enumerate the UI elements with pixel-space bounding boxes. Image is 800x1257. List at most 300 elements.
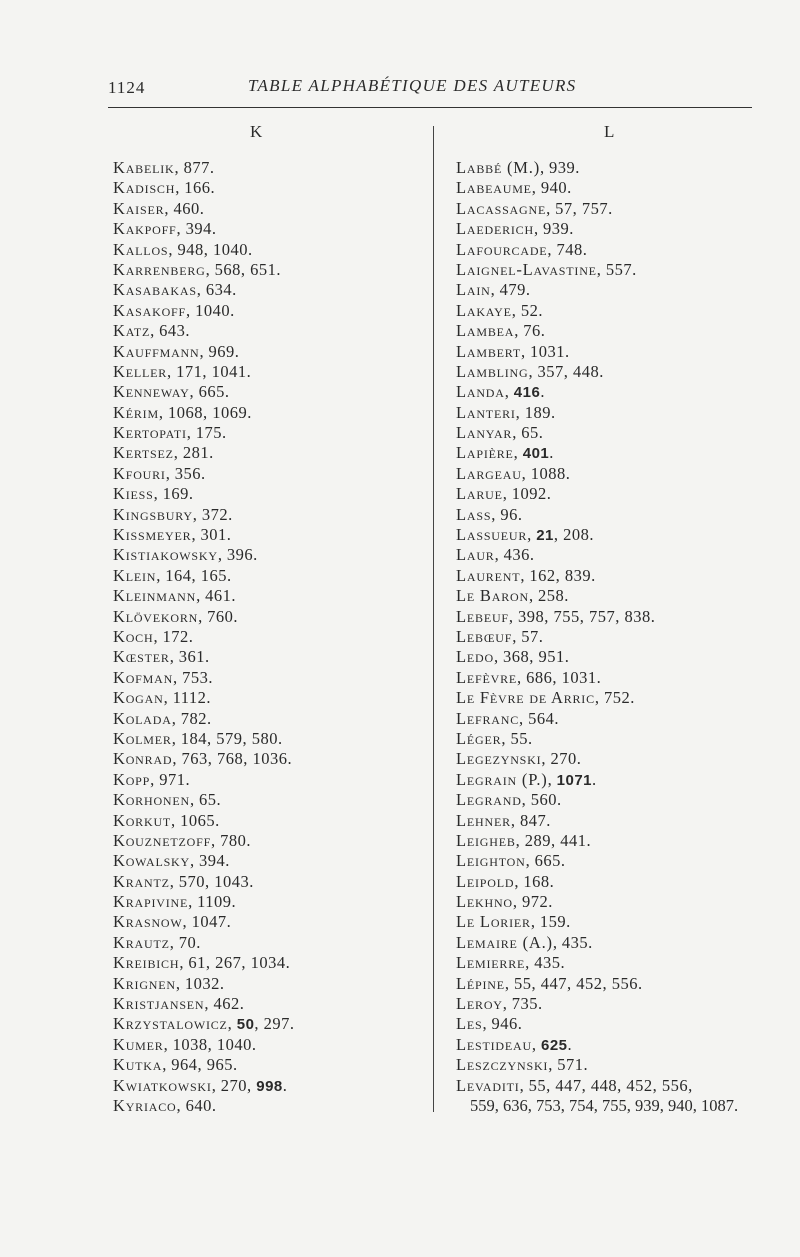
page-refs-text: 169. — [162, 484, 194, 504]
page-refs — [186, 1096, 217, 1115]
author-name: Kabelik, — [113, 158, 180, 177]
author-name: Kolmer, — [113, 728, 177, 748]
author-name: Katz, — [113, 321, 156, 341]
page-refs-text: 939. — [543, 219, 574, 239]
page-refs-text: 877. — [183, 158, 215, 177]
page-refs — [522, 892, 553, 911]
author-name: Laur, — [456, 545, 500, 565]
author-name: Leipold, — [456, 871, 520, 891]
author-name: Lanyar, — [456, 423, 518, 443]
index-entry — [113, 423, 423, 443]
index-entry — [456, 545, 786, 565]
author-name: Kissmeyer, — [113, 525, 197, 545]
page-refs-after: . — [592, 769, 597, 789]
author-name: Kistiakowsky, — [113, 545, 223, 565]
page-refs-text: 301. — [200, 525, 232, 545]
page-refs-text: 164, 165. — [165, 565, 232, 585]
page-refs — [159, 770, 190, 789]
page-refs-text: 665. — [534, 851, 566, 871]
index-entry — [113, 831, 423, 851]
index-entry — [113, 607, 423, 627]
running-head — [108, 76, 752, 104]
page-refs — [202, 505, 233, 524]
index-entry — [113, 301, 423, 321]
page-refs-text: 1031. — [530, 341, 570, 361]
page-refs — [525, 403, 556, 422]
author-name: Krzystalowicz, — [113, 1014, 233, 1034]
author-name: Kristjansen, — [113, 994, 210, 1014]
index-entry — [113, 382, 423, 402]
page-refs-text: 361. — [178, 647, 210, 667]
index-entry — [113, 219, 423, 239]
index-entry — [113, 647, 423, 667]
author-name: Lebœuf, — [456, 626, 518, 646]
page-refs-text: 65. — [199, 790, 222, 810]
page-refs-text: 971. — [159, 769, 191, 789]
author-name: Kopp, — [113, 769, 156, 789]
author-name: Lanteri, — [456, 402, 521, 422]
index-entry — [456, 953, 786, 973]
page-refs — [163, 484, 194, 503]
page-refs-text: 462. — [213, 994, 245, 1014]
author-name: Legrand, — [456, 790, 527, 810]
author-name: Kertopati, — [113, 423, 192, 443]
page-refs — [159, 321, 190, 340]
author-name: Lehner, — [456, 810, 516, 830]
index-entry — [456, 566, 786, 586]
page-refs — [521, 301, 543, 320]
page-refs-text: 735. — [511, 994, 543, 1014]
index-entry — [113, 790, 423, 810]
author-name: Kérim, — [113, 402, 164, 422]
page-refs — [195, 301, 235, 320]
page-refs — [237, 1014, 295, 1033]
page-refs-text: 398, 755, 757, 838. — [517, 606, 656, 626]
index-entry — [113, 749, 423, 769]
author-name: Kowalsky, — [113, 851, 195, 871]
page-refs-text: 372. — [201, 504, 233, 524]
page-refs — [205, 586, 236, 605]
page-refs-text: 435. — [534, 953, 566, 973]
author-name: Lépine, — [456, 973, 510, 993]
index-entry — [456, 607, 786, 627]
index-entry — [456, 158, 786, 178]
index-entry — [456, 872, 786, 892]
index-entry — [456, 403, 786, 423]
index-entry — [113, 1014, 423, 1034]
page-refs-text: 1112. — [172, 688, 212, 708]
page-refs-text: 172. — [162, 626, 194, 646]
page-refs — [512, 994, 543, 1013]
index-entry — [456, 729, 786, 749]
index-entry — [113, 260, 423, 280]
index-entry — [456, 260, 786, 280]
index-entry — [456, 688, 786, 708]
page-refs-text: 368, 951. — [503, 647, 570, 667]
page-refs-text: 57. — [521, 626, 544, 646]
page-refs-after: . — [540, 382, 545, 402]
index-entry — [113, 709, 423, 729]
author-name: Lebeuf, — [456, 606, 514, 626]
page-refs-after: . — [567, 1034, 573, 1054]
index-entry — [113, 566, 423, 586]
author-column-k — [113, 158, 423, 1116]
index-entry — [456, 811, 786, 831]
index-entry — [456, 505, 786, 525]
page-refs — [227, 545, 258, 564]
page-refs — [181, 749, 292, 768]
index-entry — [113, 912, 423, 932]
index-entry — [456, 974, 786, 994]
index-entry — [456, 831, 786, 851]
index-entry — [113, 1096, 423, 1116]
index-entry — [456, 342, 786, 362]
page-refs — [206, 280, 237, 299]
page-refs — [173, 688, 211, 707]
author-name: Krautz, — [113, 932, 175, 952]
page-refs-text: 57, 757. — [555, 198, 613, 218]
author-name: Labeaume, — [456, 178, 537, 198]
index-entry — [113, 464, 423, 484]
page-refs-text: 168. — [523, 871, 555, 891]
section-letter-k: K — [250, 122, 264, 141]
index-entry — [456, 525, 786, 545]
index-entry — [113, 994, 423, 1014]
page-refs — [168, 403, 252, 422]
page-refs — [179, 872, 254, 891]
page-refs-text: 61, 267, 1034. — [188, 953, 291, 973]
index-entry — [456, 770, 786, 790]
index-entry — [113, 811, 423, 831]
page-refs — [173, 1035, 257, 1054]
page-refs — [180, 811, 220, 830]
author-name: Leigheb, — [456, 830, 521, 850]
author-name: Kumer, — [113, 1034, 169, 1054]
page-refs-text: 1047. — [191, 912, 232, 932]
page-refs — [500, 505, 522, 524]
page-refs-text: 171, 1041. — [176, 361, 252, 381]
index-entry — [456, 627, 786, 647]
page-refs — [175, 464, 206, 483]
author-name: Leszczynski, — [456, 1055, 554, 1075]
page-refs — [171, 1055, 237, 1074]
column-divider — [433, 126, 434, 1112]
author-name: Léger, — [456, 728, 507, 748]
author-name: Leroy, — [456, 994, 508, 1014]
page-refs-text: 1088. — [530, 463, 571, 483]
index-entry — [113, 668, 423, 688]
author-name: Lapière, — [456, 443, 519, 463]
page-refs-text: 52. — [520, 300, 543, 320]
page-refs-text: 1109. — [197, 892, 237, 912]
index-entry — [456, 647, 786, 667]
page-title: TABLE ALPHABÉTIQUE DES AUTEURS — [248, 76, 577, 95]
page-refs — [523, 321, 545, 340]
author-name: Kouznetzoff, — [113, 830, 216, 850]
page-refs-text: 258. — [538, 586, 569, 606]
author-name: Lambert, — [456, 341, 526, 361]
page-refs — [535, 851, 566, 870]
index-entry — [113, 484, 423, 504]
principal-page-ref: 998 — [256, 1077, 283, 1095]
page-refs-text: 847. — [519, 810, 551, 830]
page-refs-text: 55, 447, 452, 556. — [513, 973, 643, 993]
page-refs-text: 686, 1031. — [526, 667, 602, 687]
page-refs-after: . — [282, 1075, 288, 1095]
page-refs-text: 357, 448. — [537, 361, 604, 381]
author-name: Lacassagne, — [456, 198, 552, 218]
page-refs — [209, 342, 240, 361]
index-entry — [113, 525, 423, 545]
author-name: Klein, — [113, 565, 162, 585]
page-refs-text: 436. — [503, 545, 535, 565]
index-entry — [113, 362, 423, 382]
page-refs — [503, 647, 569, 666]
page-refs — [557, 770, 597, 789]
page-refs-text: 748. — [556, 239, 588, 259]
principal-page-ref: 416 — [513, 384, 541, 402]
page-refs-text: 634. — [205, 280, 237, 300]
index-entry — [113, 688, 423, 708]
page-refs — [530, 342, 570, 361]
page-refs — [550, 749, 581, 768]
page-number: 1124 — [108, 78, 146, 97]
author-name: Lafourcade, — [456, 239, 553, 259]
page-refs — [523, 872, 554, 891]
page-refs — [528, 709, 559, 728]
index-entry — [113, 729, 423, 749]
page-refs-text: 1092. — [511, 484, 552, 504]
page-refs — [549, 158, 580, 177]
index-entry — [456, 1035, 786, 1055]
index-entry — [113, 627, 423, 647]
index-entry — [456, 749, 786, 769]
author-name: Kreibich, — [113, 953, 185, 973]
author-name: Laignel-Lavastine, — [456, 259, 602, 279]
author-name: Laederich, — [456, 219, 539, 239]
page-refs — [492, 1014, 523, 1033]
page-refs — [557, 1055, 588, 1074]
page-refs-text: 96. — [500, 504, 523, 524]
author-name: Leighton, — [456, 851, 531, 871]
author-name: Laurent, — [456, 565, 526, 585]
page-refs — [192, 912, 232, 931]
index-entry — [113, 953, 423, 973]
index-entry — [113, 545, 423, 565]
page-refs — [197, 892, 236, 911]
page-refs-text: 281. — [182, 443, 214, 463]
page-refs — [163, 627, 194, 646]
author-name: Kakpoff, — [113, 219, 182, 239]
page-refs — [534, 953, 565, 972]
page-refs — [213, 994, 244, 1013]
index-entry — [456, 892, 786, 912]
page-refs-text: 972. — [521, 892, 553, 912]
index-entry — [113, 342, 423, 362]
index-entry — [113, 240, 423, 260]
page-refs-text: 643. — [159, 321, 191, 341]
index-entry — [456, 443, 786, 463]
page-refs-text: 752. — [603, 688, 635, 708]
page-refs — [525, 831, 591, 850]
page-refs-text: 760. — [207, 606, 239, 626]
index-entry — [113, 321, 423, 341]
author-name: Kfouri, — [113, 463, 171, 483]
page-refs-text: 184, 579, 580. — [180, 728, 283, 748]
page-refs-text: 270, — [220, 1075, 252, 1095]
author-name: Krasnow, — [113, 912, 188, 932]
page-refs — [523, 443, 554, 462]
author-name: Larue, — [456, 484, 508, 504]
page-refs — [540, 912, 571, 931]
page-refs — [604, 688, 635, 707]
author-name: Krapivine, — [113, 892, 194, 912]
page-refs-text: 270. — [550, 749, 582, 769]
page-refs — [177, 240, 252, 259]
index-entry — [113, 933, 423, 953]
author-name: Kleinmann, — [113, 586, 202, 606]
page-refs-text: 969. — [208, 341, 240, 361]
index-entry — [456, 912, 786, 932]
author-name: Karrenberg, — [113, 259, 211, 279]
index-entry — [456, 362, 786, 382]
page-refs-text: 1038, 1040. — [172, 1034, 257, 1054]
page-refs — [504, 545, 535, 564]
page-refs — [538, 362, 604, 381]
index-entry — [113, 872, 423, 892]
page-refs-text: 948, 1040. — [177, 239, 253, 259]
page-refs-after: , 208. — [553, 525, 595, 545]
page-refs-text: 939. — [549, 158, 580, 177]
section-letter-l: L — [604, 122, 616, 141]
principal-page-ref: 21 — [536, 527, 554, 545]
index-entry — [456, 851, 786, 871]
index-entry — [456, 994, 786, 1014]
page-refs — [606, 260, 637, 279]
author-name: Kenneway, — [113, 382, 195, 402]
author-name: Lemaire (A.), — [456, 932, 558, 952]
page-refs — [543, 219, 574, 238]
author-name: Lekhno, — [456, 892, 518, 912]
page-refs — [529, 1076, 693, 1095]
page-refs — [165, 566, 231, 585]
page-refs-text: 1040. — [195, 300, 235, 320]
page-refs — [188, 953, 290, 972]
index-entry — [456, 790, 786, 810]
page-refs-text: 946. — [491, 1014, 523, 1034]
page-refs-text: 1032. — [184, 973, 225, 993]
page-refs-text: 479. — [499, 280, 531, 300]
author-name: Lambea, — [456, 321, 520, 341]
author-name: Kertsez, — [113, 443, 179, 463]
page-refs-text: 564. — [528, 708, 559, 728]
page-refs — [500, 280, 531, 299]
index-entry — [113, 178, 423, 198]
author-name: Le Lorier, — [456, 912, 536, 932]
page-refs-text: 753. — [182, 667, 213, 687]
page-refs-text: 175. — [195, 423, 227, 443]
page-refs — [518, 607, 655, 626]
index-entry — [113, 974, 423, 994]
index-entry — [113, 586, 423, 606]
author-name: Lass, — [456, 504, 497, 524]
page-refs — [176, 362, 251, 381]
page-refs-text: 461. — [205, 586, 237, 606]
principal-page-ref: 50 — [236, 1016, 255, 1034]
principal-page-ref: 625 — [541, 1036, 568, 1054]
index-entry — [113, 770, 423, 790]
author-name: Le Baron, — [456, 586, 534, 606]
page-refs — [199, 382, 230, 401]
author-name: Kutka, — [113, 1055, 168, 1075]
page-refs — [514, 974, 643, 993]
page-refs — [185, 974, 225, 993]
index-entry — [456, 484, 786, 504]
page-refs-text: 763, 768, 1036. — [181, 749, 293, 769]
page-refs — [181, 729, 283, 748]
author-name: Kofman, — [113, 667, 178, 687]
author-name: Kasabakas, — [113, 280, 202, 300]
header-rule — [108, 107, 752, 108]
index-entry — [456, 1014, 786, 1034]
author-name: Labbé (M.), — [456, 158, 545, 177]
author-name: Lefèvre, — [456, 667, 522, 687]
page-refs — [201, 525, 232, 544]
page-refs — [541, 1035, 572, 1054]
page-refs-text: 568, 651. — [214, 259, 282, 279]
page-refs-text: 570, 1043. — [178, 871, 254, 891]
author-name: Lestideau, — [456, 1034, 537, 1054]
page-refs — [555, 199, 613, 218]
index-entry — [113, 443, 423, 463]
index-entry — [456, 709, 786, 729]
author-name: Kyriaco, — [113, 1095, 182, 1115]
page-refs-text: 166. — [184, 178, 216, 198]
index-entry — [456, 178, 786, 198]
index-entry — [456, 464, 786, 484]
author-name: Kogan, — [113, 688, 169, 708]
page-refs — [184, 178, 215, 197]
page-refs — [179, 933, 201, 952]
index-entry — [113, 403, 423, 423]
page-refs-text: 55, 447, 448, 452, 556, — [528, 1075, 693, 1095]
page-refs-text: 55. — [510, 728, 533, 748]
page-refs-text: 356. — [174, 463, 206, 483]
page-refs-text: 394. — [185, 219, 217, 239]
author-name: Korkut, — [113, 810, 176, 830]
page-refs — [182, 668, 213, 687]
index-entry — [456, 1055, 786, 1075]
page-refs-text: 1065. — [180, 810, 220, 830]
author-name: Klövekorn, — [113, 606, 204, 626]
page-refs-text: 780. — [220, 830, 251, 850]
page-refs — [562, 933, 593, 952]
page-refs-text: 571. — [557, 1055, 589, 1075]
index-entry — [456, 423, 786, 443]
author-name: Kolada, — [113, 708, 177, 728]
principal-page-ref: 1071 — [556, 771, 593, 789]
page-refs — [531, 790, 562, 809]
author-name: Lakaye, — [456, 300, 517, 320]
page-refs — [186, 219, 217, 238]
page-refs-text: 189. — [524, 402, 556, 422]
index-entry — [456, 301, 786, 321]
page-refs-text: 460. — [173, 198, 205, 218]
index-entry — [113, 1076, 423, 1096]
page-refs — [173, 199, 204, 218]
author-name: Kaiser, — [113, 198, 170, 218]
page-refs-after: , 297. — [254, 1014, 295, 1034]
